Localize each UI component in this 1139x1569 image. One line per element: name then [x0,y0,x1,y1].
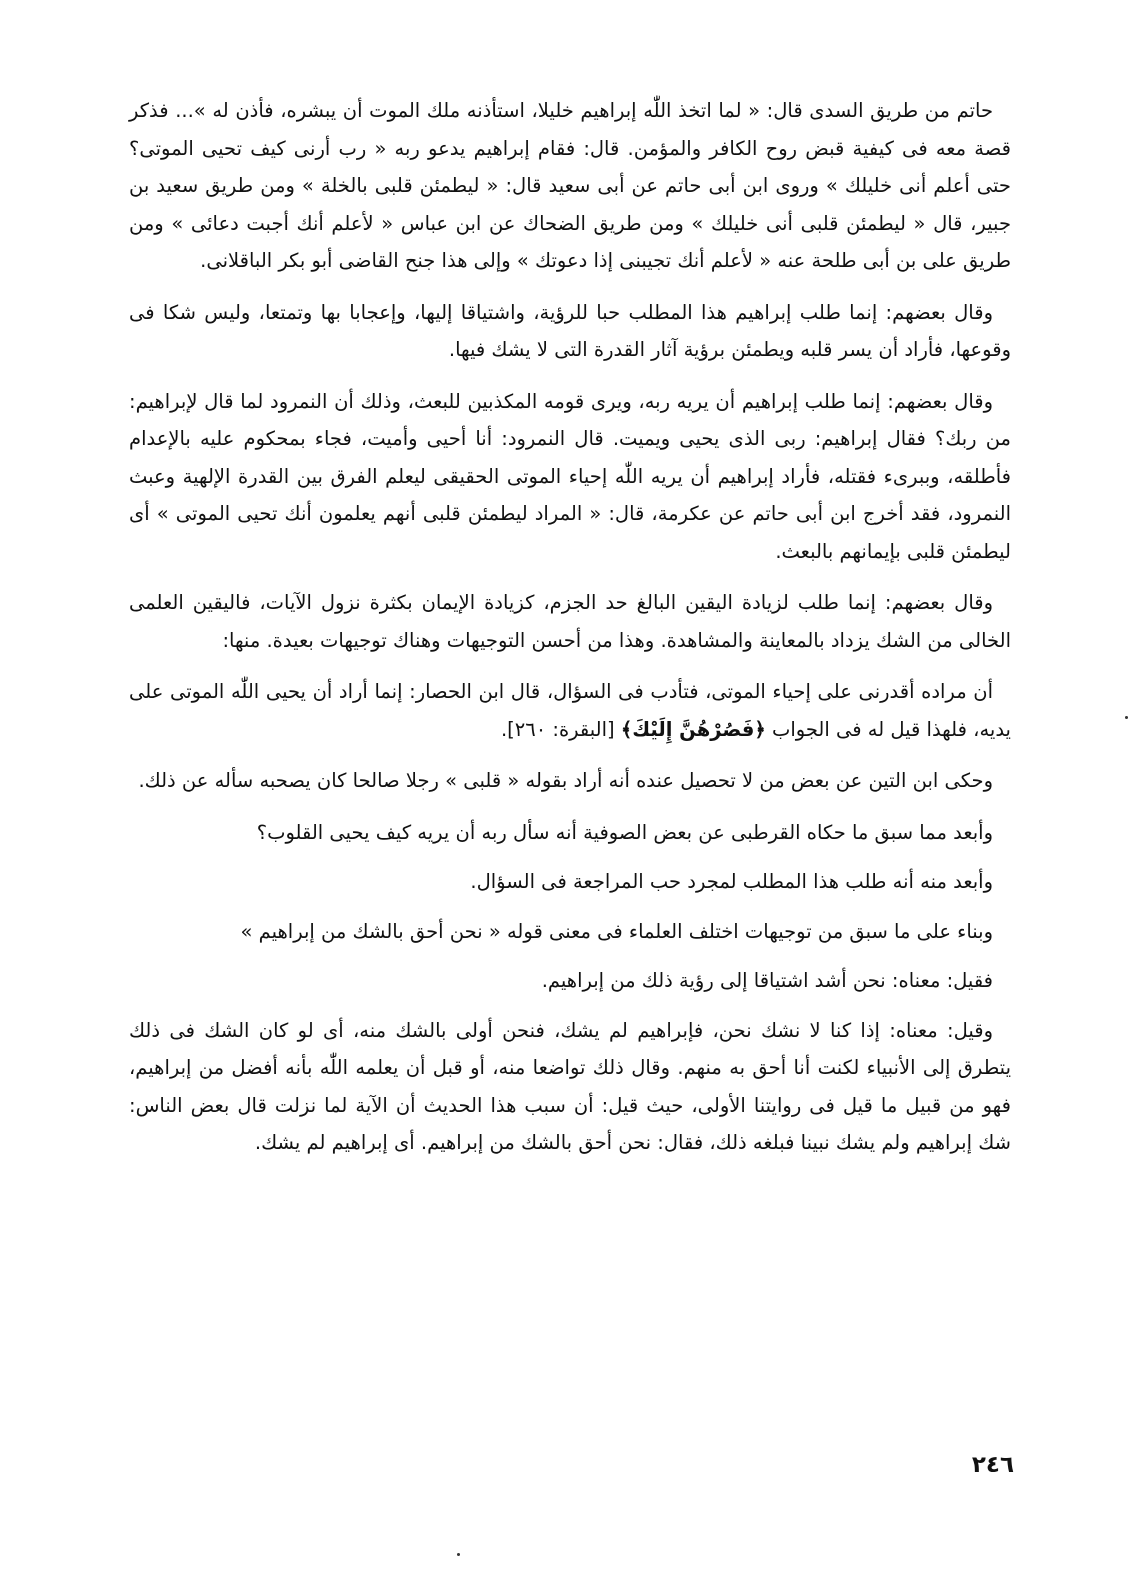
paragraph-5-text: أن مراده أقدرنى على إحياء الموتى، فتأدب فى السؤال، قال ابن الحصار: إنما أراد أن يحيى اللّٰه الموتى على يديه، فلهذا قيل له فى الجواب [129,680,1011,741]
paragraph-9: وبناء على ما سبق من توجيهات اختلف العلماء فى معنى قوله « نحن أحق بالشك من إبراهيم » [240,919,993,943]
scan-speck [457,1553,460,1556]
paragraph-6: وحكى ابن التين عن بعض من لا تحصيل عنده أنه أراد بقوله « قلبى » رجلا صالحا كان يصحبه سأله عن ذلك. [138,769,993,792]
paragraph-11: وقيل: معناه: إذا كنا لا نشك نحن، فإبراهيم لم يشك، فنحن أولى بالشك منه، أى لو كان الشك فى ذلك يتطرق إلى الأنبياء لكنت أنا أحق به منهم. وقال ذلك تواضعا منه، أو قبل أن يعلمه اللّٰه بأنه أفضل من إبراهيم، فهو من قبيل ما قيل فى روايتنا الأولى، حيث قيل: أن سبب هذا الحديث أن الآية لما نزلت قال بعض الناس: شك إبراهيم ولم يشك نبينا فبلغه ذلك، فقال: نحن أحق بالشك من إبراهيم. أى إبراهيم لم يشك. [129,1018,1011,1154]
paragraph-7: وأبعد مما سبق ما حكاه القرطبى عن بعض الصوفية أنه سأل ربه أن يريه كيف يحيى القلوب؟ [256,820,993,844]
paragraph-10: فقيل: معناه: نحن أشد اشتياقا إلى رؤية ذلك من إبراهيم. [541,969,993,992]
paragraph-5 [129,673,1011,748]
paragraph-2: وقال بعضهم: إنما طلب إبراهيم هذا المطلب حبا للرؤية، واشتياقا إليها، وإعجابا بها وتمتعا، وليس شكا فى وقوعها، فأراد أن يسر قلبه ويطمئن برؤية آثار القدرة التى لا يشك فيها. [129,300,1011,361]
paragraph-8: وأبعد منه أنه طلب هذا المطلب لمجرد حب المراجعة فى السؤال. [470,870,993,893]
page-number: ٢٤٦ [971,1452,1014,1478]
paragraph-3: وقال بعضهم: إنما طلب إبراهيم أن يريه ربه، ويرى قومه المكذبين للبعث، وذلك أن النمرود لما قال لإبراهيم: من ربك؟ فقال إبراهيم: ربى الذى يحيى ويميت. قال النمرود: أنا أحيى وأميت، فجاء بمحكوم عليه بالإعدام فأطلقه، وببرىء فقتله، فأراد إبراهيم أن يريه اللّٰه إحياء الموتى الحقيقى ليعلم الفرق بين القدرة الإلهية وعبث النمرود، فقد أخرج ابن أبى حاتم عن عكرمة، قال: « المراد ليطمئن قلبى أنهم يعلمون أنك تحيى الموتى » أى ليطمئن قلبى بإيمانهم بالبعث. [129,389,1011,563]
paragraph-1: حاتم من طريق السدى قال: « لما اتخذ اللّٰه إبراهيم خليلا، استأذنه ملك الموت أن يبشره، فأذن له »... فذكر قصة معه فى كيفية قبض روح الكافر والمؤمن. قال: فقام إبراهيم يدعو ربه « رب أرنى كيف تحيى الموتى؟ حتى أعلم أنى خليلك » وروى ابن أبى حاتم عن أبى سعيد قال: « ليطمئن قلبى بالخلة » ومن طريق سعيد بن جبير، قال « ليطمئن قلبى أنى خليلك » ومن طريق الضحاك عن ابن عباس « لأعلم أنك أجبت دعائى » ومن طريق على بن أبى طلحة عنه « لأعلم أنك تجيبنى إذا دعوتك » وإلى هذا جنح القاضى أبو بكر الباقلانى. [129,99,1011,272]
quran-verse: ﴿فَصُرْهُنَّ إِلَيْكَ﴾ [620,717,766,741]
paragraph-4: وقال بعضهم: إنما طلب لزيادة اليقين البالغ حد الجزم، كزيادة الإيمان بكثرة نزول الآيات، فاليقين العلمى الخالى من الشك يزداد بالمعاينة والمشاهدة. وهذا من أحسن التوجيهات وهناك توجيهات بعيدة. منها: [129,591,1011,652]
verse-citation: [البقرة: ٢٦٠]. [500,717,621,741]
page-body [129,92,1011,1176]
scan-speck [1125,716,1128,719]
